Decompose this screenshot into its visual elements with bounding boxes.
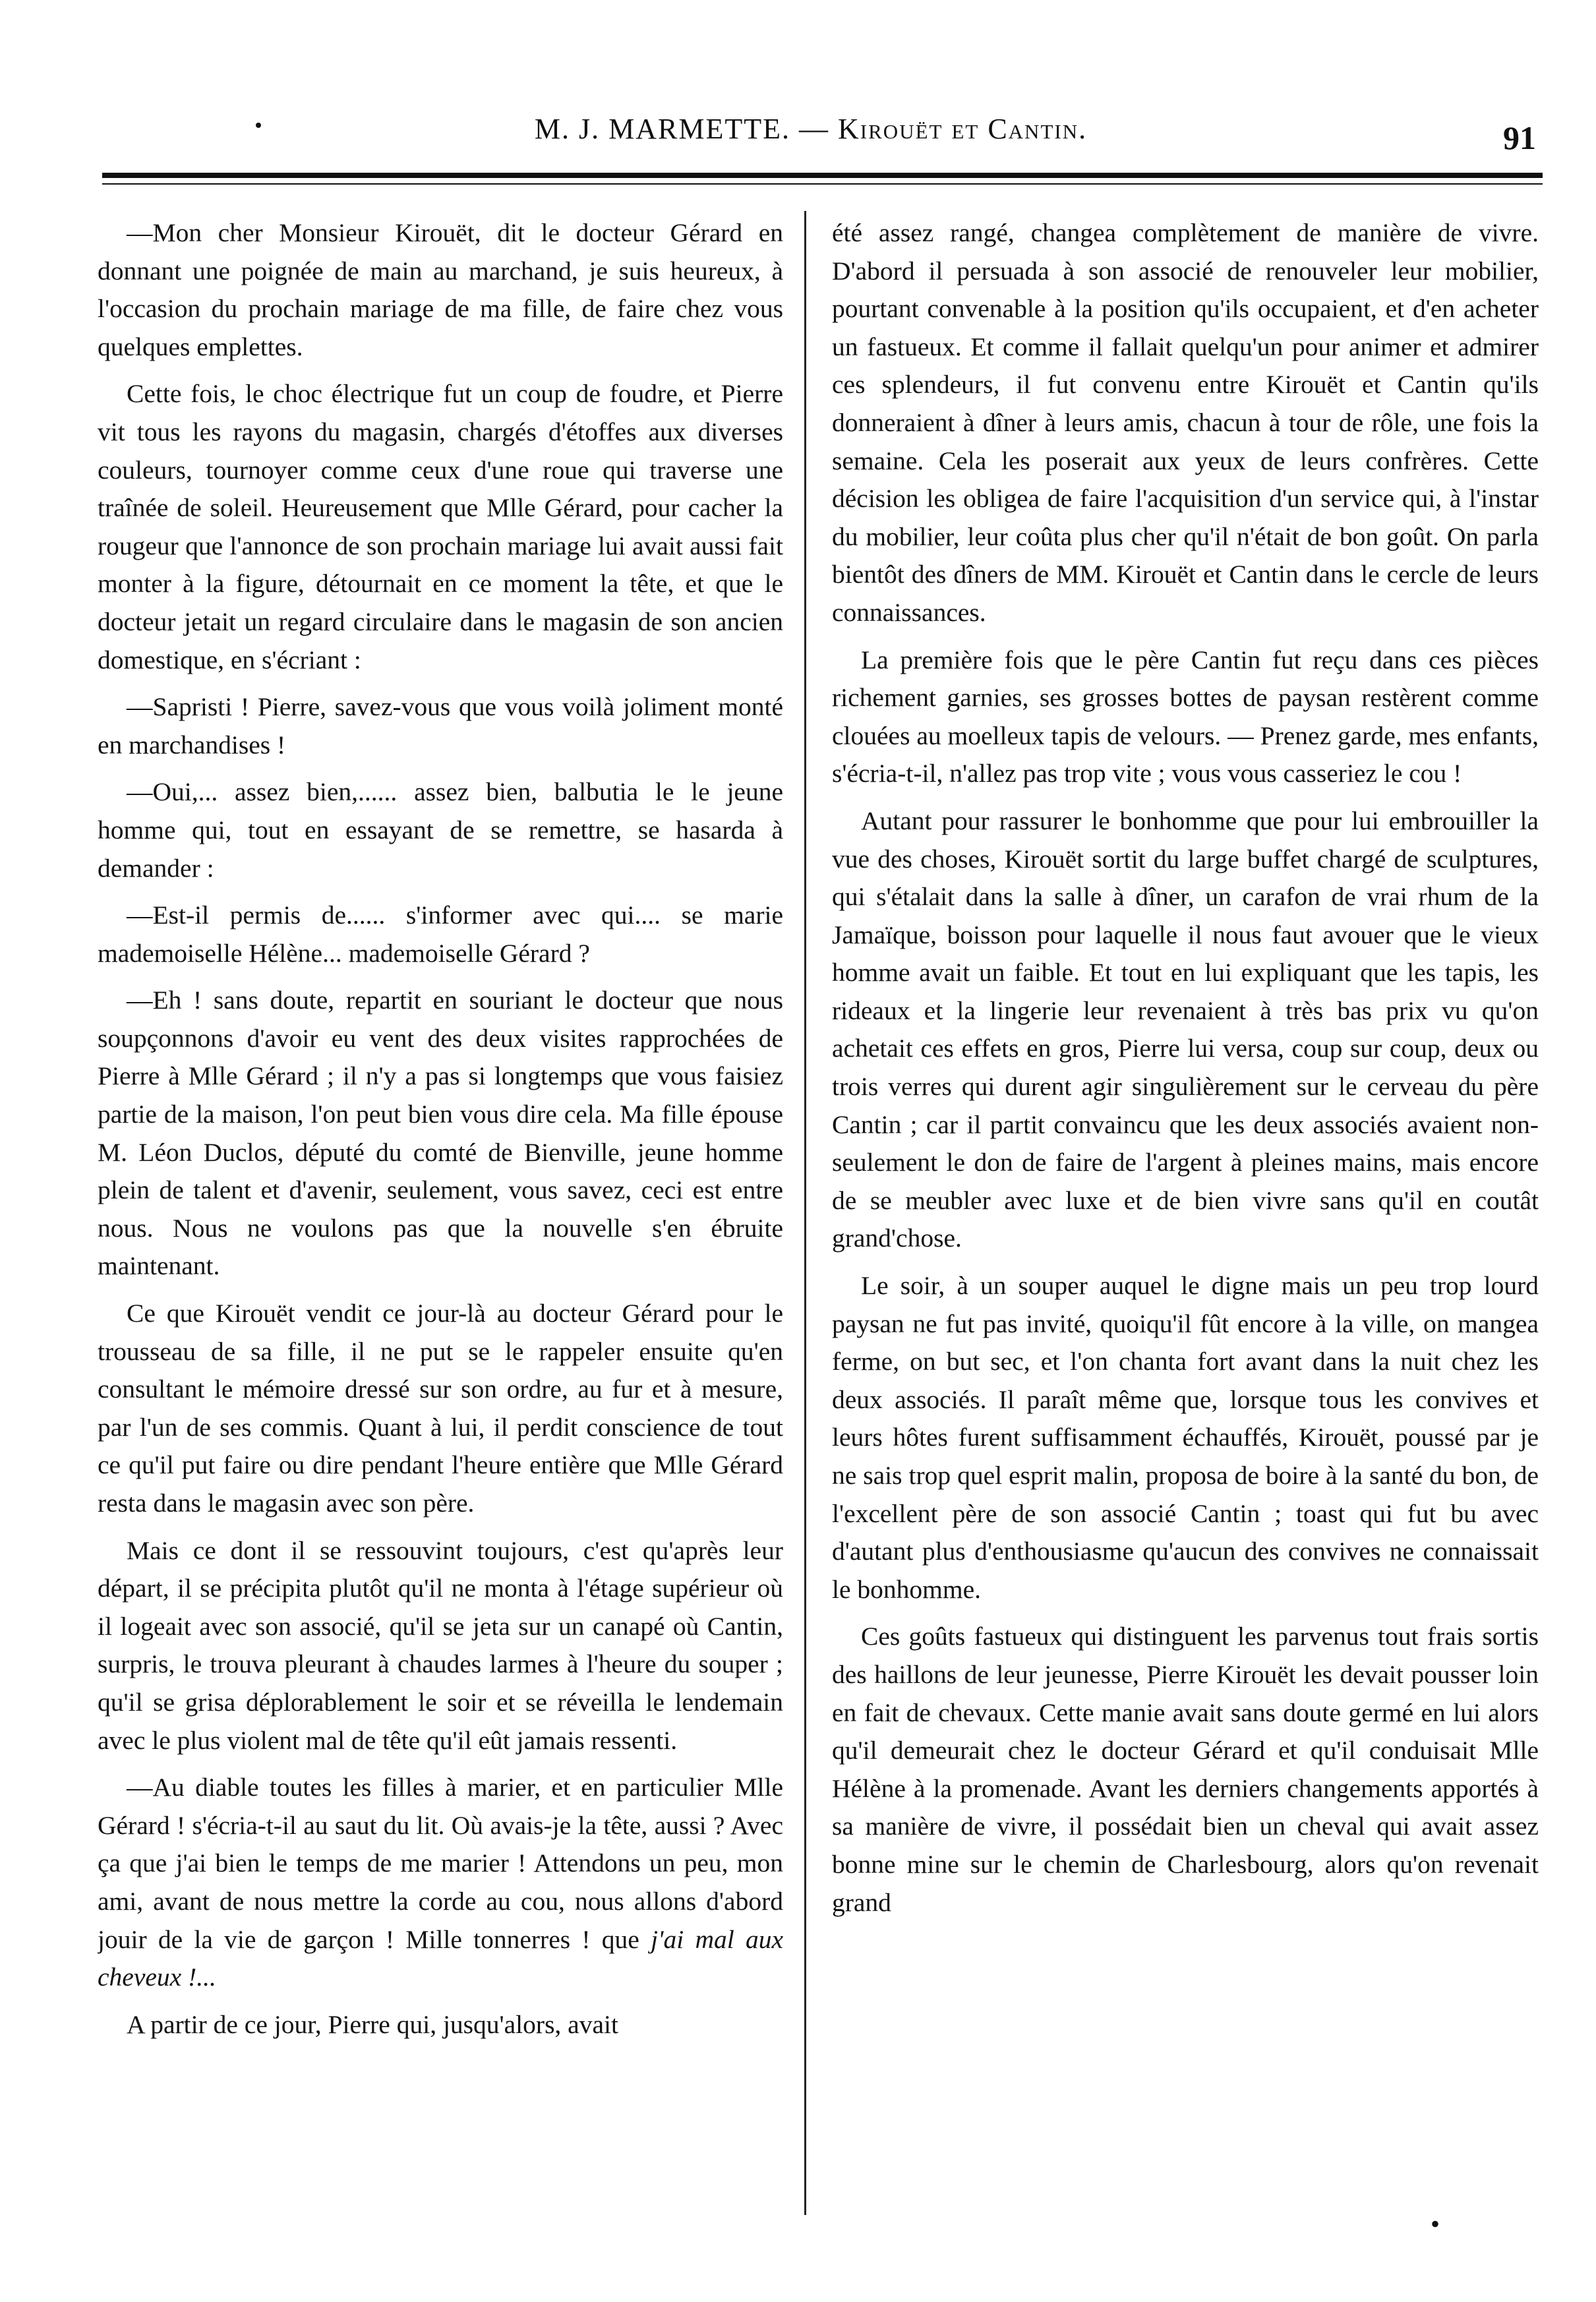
paragraph: —Mon cher Monsieur Kirouët, dit le docteur Gérard en donnant une poignée de main au marchand, je suis heureux, à l'occasion du prochain mariage de ma fille, de faire chez vous quelques emplettes. (98, 218, 783, 361)
paragraph: Le soir, à un souper auquel le digne mais un peu trop lourd paysan ne fut pas invité, quoiqu'il fût encore à la ville, on mangea ferme, on but sec, et l'on chanta fort avant dans la nuit chez les deux associés. Il paraît même que, lorsque tous les convives et leurs hôtes furent suffisamment échauffés, Kirouët, poussé par je ne sais trop quel esprit malin, proposa de boire à la santé du bon, de l'excellent père de son associé Cantin ; toast qui fut bu avec d'autant plus d'enthousiasme qu'aucun des convives ne connaissait le bonhomme. (832, 1271, 1539, 1604)
paragraph: Mais ce dont il se ressouvint toujours, c'est qu'après leur départ, il se précipita plutôt qu'il ne monta à l'étage supérieur où il logeait avec son associé, qu'il se jeta sur un canapé où Cantin, surpris, le trouva pleurant à chaudes larmes à l'heure du souper ; qu'il se grisa déplorablement le soir et se réveilla le lendemain avec le plus violent mal de tête qu'il eût jamais ressenti. (98, 1535, 783, 1755)
header-rule-thick (102, 173, 1543, 178)
bottom-mark: • (1431, 2209, 1440, 2239)
paragraph: —Oui,... assez bien,...... assez bien, balbutia le le jeune homme qui, tout en essayant de se remettre, se hasarda à demander : (98, 777, 783, 883)
running-title-author: M. J. MARMETTE. — (534, 113, 839, 145)
paragraph: Autant pour rassurer le bonhomme que pour lui embrouiller la vue des choses, Kirouët sortit du large buffet chargé de sculptures, qui s'étalait dans la salle à dîner, un carafon de vrai rhum de la Jamaïque, boisson pour laquelle il nous faut avouer que le vieux homme avait un faible. Et tout en lui expliquant que les tapis, les rideaux et la lingerie leur revenaient à très bas prix vu qu'on achetait ces effets en gros, Pierre lui versa, coup sur coup, deux ou trois verres qui durent agir singulièrement sur le cerveau du père Cantin ; car il partit convaincu que les deux associés avaient non-seulement le don de faire de l'argent à pleines mains, mais encore de se meubler avec luxe et de bien vivre sans qu'il en coutât grand'chose. (832, 806, 1539, 1253)
paragraph: Cette fois, le choc électrique fut un coup de foudre, et Pierre vit tous les rayons du magasin, chargés d'étoffes aux diverses couleurs, tournoyer comme ceux d'une roue qui traverse une traînée de soleil. Heureusement que Mlle Gérard, pour cacher la rougeur que l'annonce de son prochain mariage lui avait aussi fait monter à la figure, détournait en ce moment la tête, et que le docteur jetait un regard circulaire dans le magasin de son ancien domestique, en s'écriant : (98, 379, 783, 674)
paragraph: Ce que Kirouët vendit ce jour-là au docteur Gérard pour le trousseau de sa fille, il ne put se le rappeler ensuite qu'en consultant le mémoire dressé sur son ordre, au fur et à mesure, par l'un de ses commis. Quant à lui, il perdit conscience de tout ce qu'il put faire ou dire pendant l'heure entière que Mlle Gérard resta dans le magasin avec son père. (98, 1299, 783, 1518)
left-column (98, 214, 783, 2245)
running-title (86, 112, 1536, 146)
paragraph: La première fois que le père Cantin fut reçu dans ces pièces richement garnies, ses grosses bottes de paysan restèrent comme clouées au moelleux tapis de velours. — Prenez garde, mes enfants, s'écria-t-il, n'allez pas trop vite ; vous vous casseriez le cou ! (832, 645, 1539, 788)
paragraph: —Sapristi ! Pierre, savez-vous que vous voilà joliment monté en marchandises ! (98, 692, 783, 759)
paragraph: —Eh ! sans doute, repartit en souriant le docteur que nous soupçonnons d'avoir eu vent des deux visites rapprochées de Pierre à Mlle Gérard ; il n'y a pas si longtemps que vous faisiez partie de la maison, l'on peut bien vous dire cela. Ma fille épouse M. Léon Duclos, député du comté de Bienville, jeune homme plein de talent et d'avenir, seulement, vous savez, ceci est entre nous. Nous ne voulons pas que la nouvelle s'en ébruite maintenant. (98, 986, 783, 1281)
header-rule-thin (102, 183, 1543, 185)
page-number: 91 (1503, 119, 1536, 156)
paragraph-continued: été assez rangé, changea complètement de manière de vivre. D'abord il persuada à son associé de renouveler leur mobilier, pourtant convenable à la position qu'ils occupaient, et d'en acheter un fastueux. Et comme il fallait quelqu'un pour animer et admirer ces splendeurs, il fut convenu entre Kirouët et Cantin qu'ils donneraient à dîner à leurs amis, chacun à tour de rôle, une fois la semaine. Cela les poserait aux yeux de leurs confrères. Cette décision les obligea de faire l'acquisition d'un service qui, à l'instar du mobilier, leur coûta plus cher qu'il n'était de bon goût. On parla bientôt des dîners de MM. Kirouët et Cantin dans le cercle de leurs connaissances. (832, 218, 1539, 627)
italic-exclamation: j'ai mal aux cheveux !... (98, 1924, 783, 1992)
right-column (832, 214, 1539, 2245)
paragraph-text: —Au diable toutes les filles à marier, et en particulier Mlle Gérard ! s'écria-t-il au saut du lit. Où avais-je la tête, aussi ? Avec ça que j'ai bien le temps de me marier ! Attendons un peu, mon ami, avant de nous mettre la corde au cou, nous allons d'abord jouir de la vie de garçon ! Mille tonnerres ! que (98, 1773, 783, 1954)
paragraph: A partir de ce jour, Pierre qui, jusqu'alors, avait (127, 2009, 618, 2039)
paragraph-with-italic (98, 1769, 783, 1997)
paragraph: Ces goûts fastueux qui distinguent les parvenus tout frais sortis des haillons de leur jeunesse, Pierre Kirouët les devait pousser loin en fait de chevaux. Cette manie avait sans doute germé en lui alors qu'il demeurait chez le docteur Gérard et qu'il conduisait Mlle Hélène à la promenade. Avant les derniers changements apportés à sa manière de vivre, il possédait bien un cheval qui avait assez bonne mine sur le chemin de Charlesbourg, alors qu'on revenait grand (832, 1622, 1539, 1917)
running-title-work: Kirouët et Cantin. (838, 113, 1088, 145)
page-header (86, 99, 1536, 158)
column-divider (804, 211, 806, 2215)
paragraph: —Est-il permis de...... s'informer avec qui.... se marie mademoiselle Hélène... mademoiselle Gérard ? (98, 900, 783, 968)
